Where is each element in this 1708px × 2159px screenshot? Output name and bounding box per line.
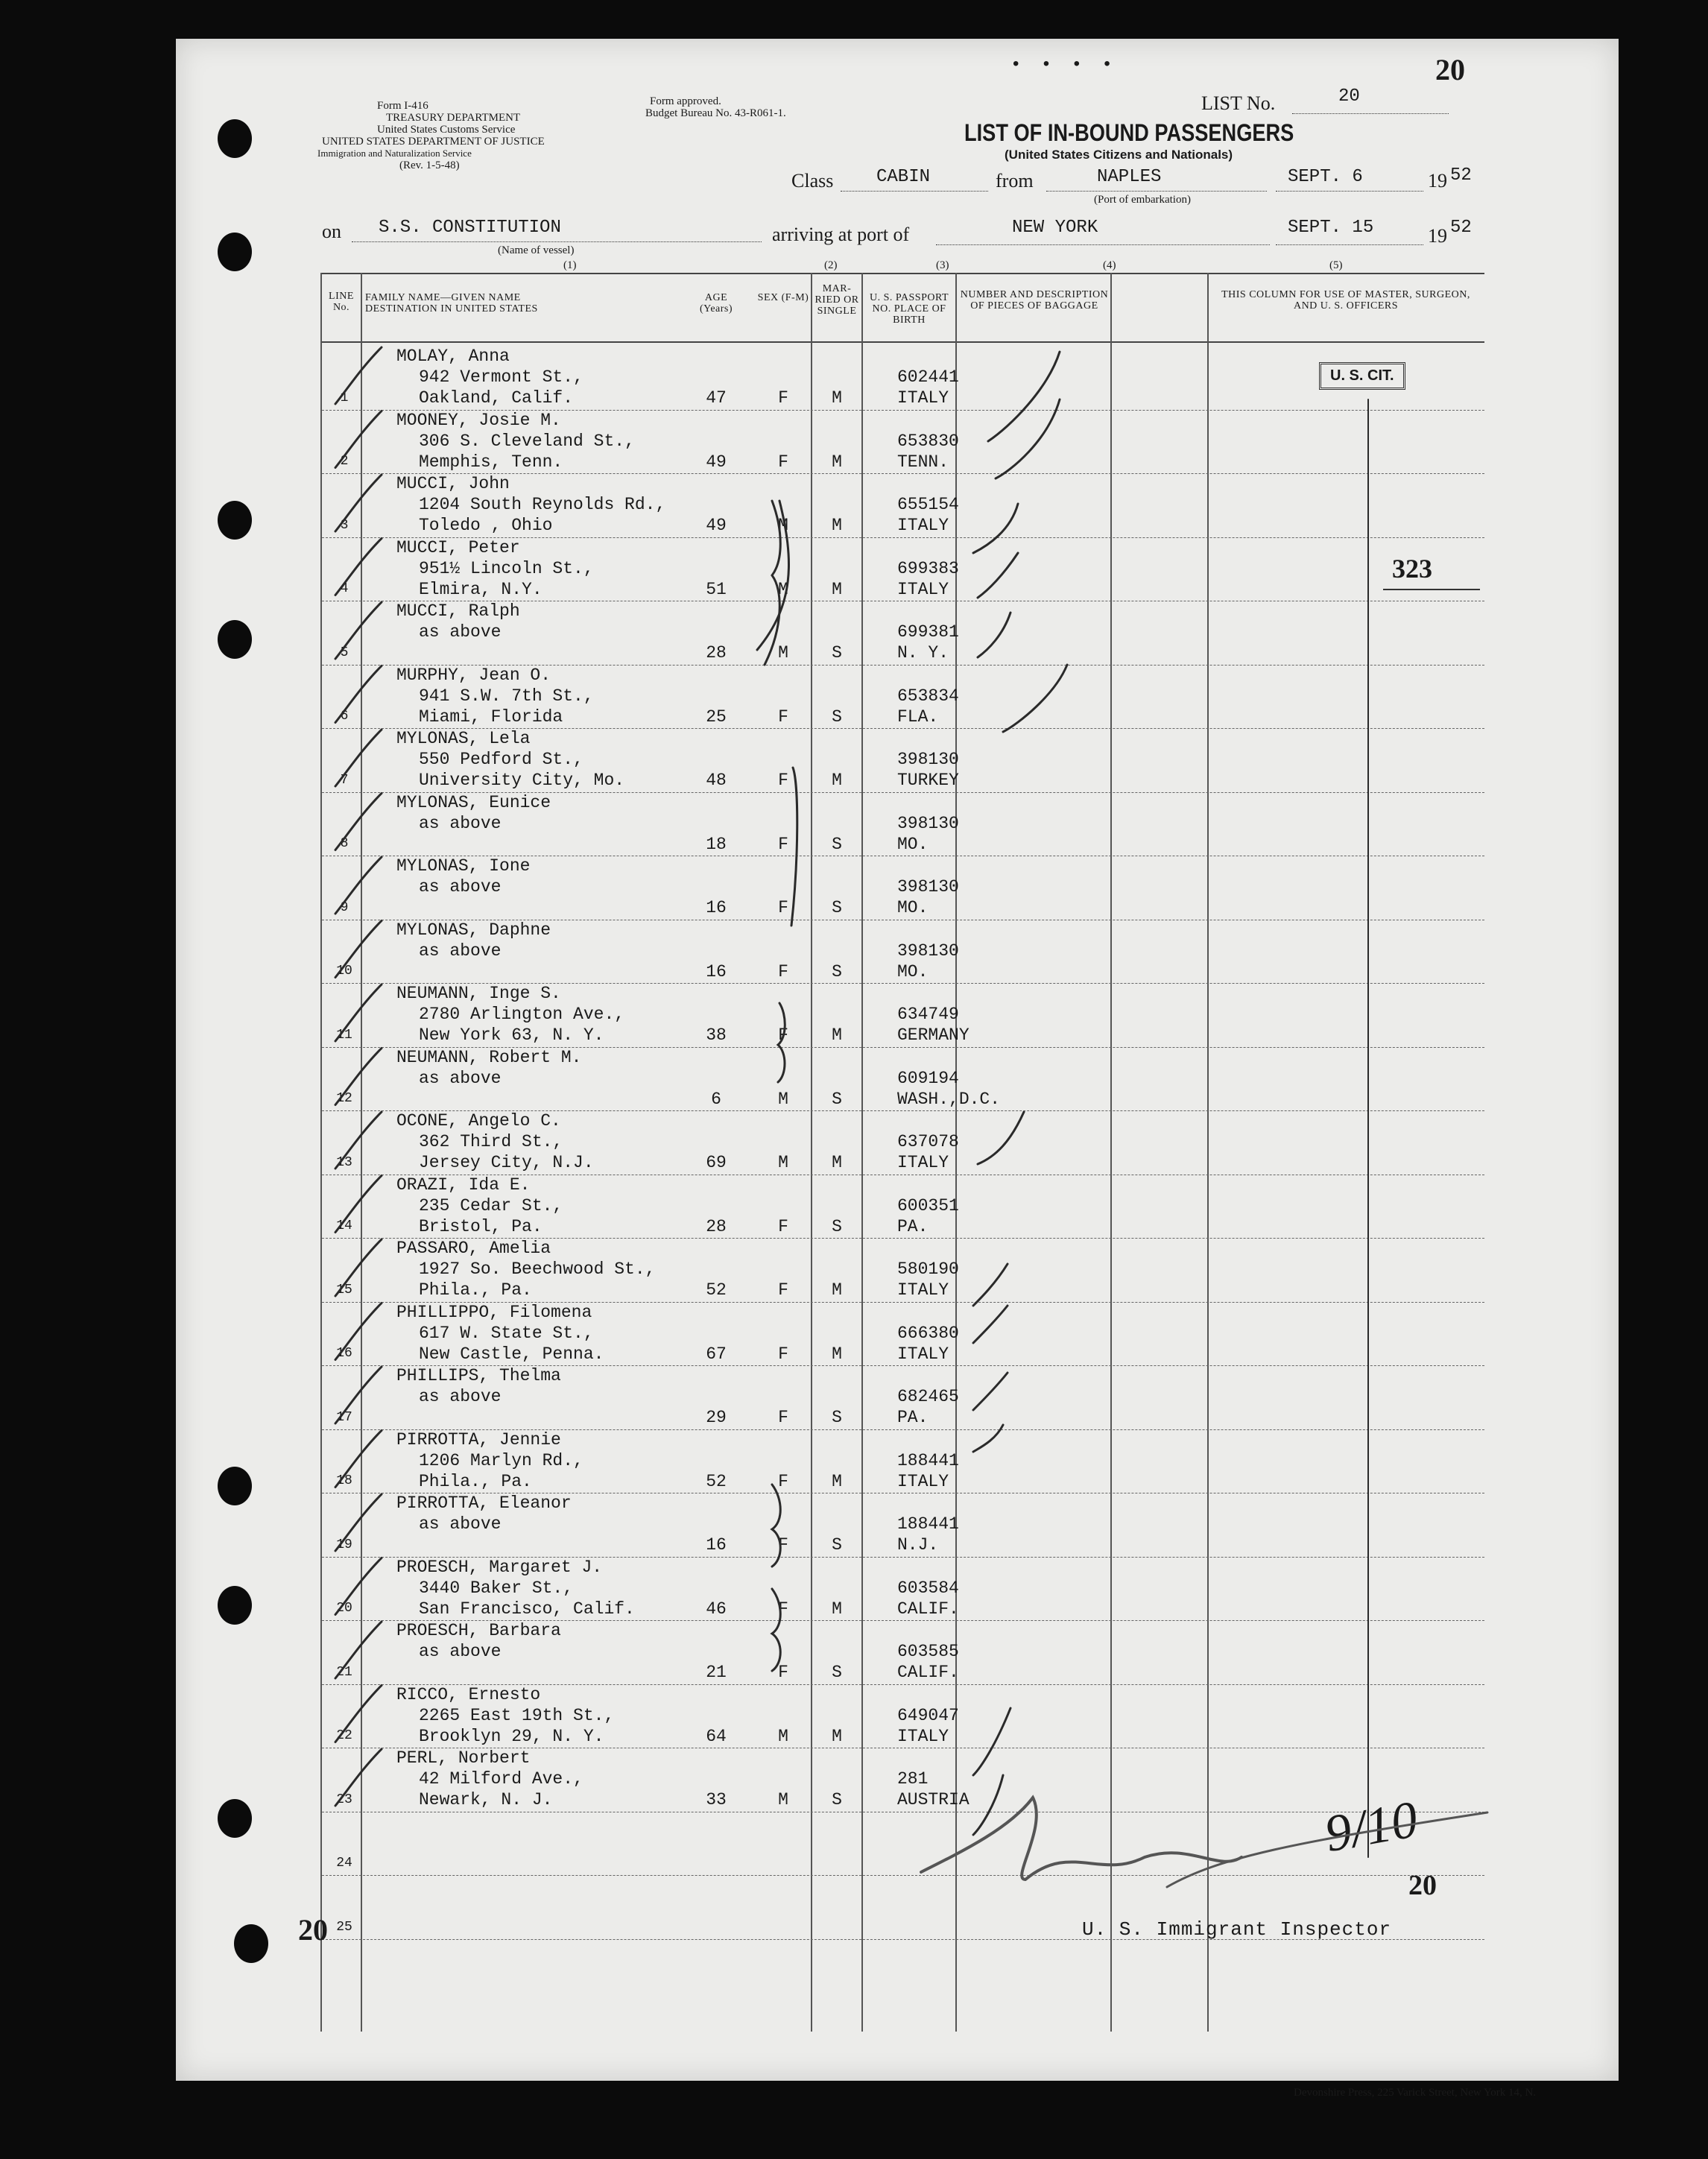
place-of-birth: ITALY xyxy=(897,1726,949,1746)
passenger-age: 16 xyxy=(706,898,727,917)
passport-number: 699383 xyxy=(897,558,959,578)
passenger-sex: M xyxy=(778,579,788,599)
row-line-number: 13 xyxy=(336,1154,352,1170)
col-header-age: AGE (Years) xyxy=(699,292,733,314)
passport-number: 188441 xyxy=(897,1450,959,1470)
passenger-address-line1: as above xyxy=(419,941,502,961)
passenger-address-line2: New Castle, Penna. xyxy=(419,1344,604,1364)
col-num-4: (4) xyxy=(1103,259,1116,271)
passport-number: 609194 xyxy=(897,1068,959,1088)
passenger-address-line2: Toledo , Ohio xyxy=(419,516,553,535)
passenger-sex: F xyxy=(778,1344,788,1364)
row-line-number: 8 xyxy=(340,836,349,851)
passport-number: 682465 xyxy=(897,1387,959,1406)
passport-number: 188441 xyxy=(897,1514,959,1534)
row-line-number: 10 xyxy=(336,964,352,979)
passport-number: 398130 xyxy=(897,813,959,833)
place-of-birth: GERMANY xyxy=(897,1025,970,1045)
passenger-address-line1: as above xyxy=(419,1514,502,1534)
place-of-birth: N.J. xyxy=(897,1535,939,1555)
passenger-age: 48 xyxy=(706,771,727,790)
passenger-marital-status: S xyxy=(832,1408,842,1427)
passenger-address-line1: 942 Vermont St., xyxy=(419,367,583,387)
passenger-address-line2: Phila., Pa. xyxy=(419,1280,532,1300)
passenger-address-line1: 3440 Baker St., xyxy=(419,1578,574,1598)
passenger-name: PASSARO, Amelia xyxy=(396,1239,551,1258)
page-title: LIST OF IN-BOUND PASSENGERS xyxy=(964,119,1294,146)
passenger-address-line2: Newark, N. J. xyxy=(419,1790,553,1809)
passenger-address-line1: as above xyxy=(419,1068,502,1088)
passenger-marital-status: S xyxy=(832,1216,842,1236)
arrival-port: NEW YORK xyxy=(1012,218,1098,238)
passenger-age: 64 xyxy=(706,1726,727,1746)
from-value: NAPLES xyxy=(1097,167,1162,187)
dept-customs: United States Customs Service xyxy=(377,124,516,136)
vessel-name: S.S. CONSTITUTION xyxy=(379,218,561,238)
passport-number: 580190 xyxy=(897,1259,959,1279)
passenger-marital-status: S xyxy=(832,834,842,854)
passenger-address-line1: as above xyxy=(419,622,502,642)
row-line-number: 19 xyxy=(336,1537,352,1552)
place-of-birth: ITALY xyxy=(897,1280,949,1300)
passenger-name: MYLONAS, Lela xyxy=(396,729,531,748)
col-num-5: (5) xyxy=(1329,259,1343,271)
place-of-birth: N. Y. xyxy=(897,643,949,663)
passenger-address-line2: University City, Mo. xyxy=(419,771,625,790)
passenger-age: 52 xyxy=(706,1280,727,1300)
place-of-birth: PA. xyxy=(897,1216,929,1236)
passenger-marital-status: S xyxy=(832,1790,842,1809)
passenger-age: 21 xyxy=(706,1663,727,1682)
binder-hole xyxy=(218,119,252,158)
passenger-age: 25 xyxy=(706,707,727,727)
passport-number: 653830 xyxy=(897,431,959,451)
passenger-address-line2: San Francisco, Calif. xyxy=(419,1599,635,1619)
passenger-name: OCONE, Angelo C. xyxy=(396,1111,561,1131)
row-line-number: 9 xyxy=(340,900,349,915)
passenger-age: 47 xyxy=(706,388,727,408)
passenger-sex: F xyxy=(778,1280,788,1300)
place-of-birth: FLA. xyxy=(897,707,939,727)
passenger-name: NEUMANN, Robert M. xyxy=(396,1047,582,1067)
passenger-address-line1: as above xyxy=(419,1642,502,1661)
place-of-birth: MO. xyxy=(897,961,929,981)
place-of-birth: PA. xyxy=(897,1408,929,1427)
printer-line: Devonshire Press, 225 Varick Street, New York 14, N. xyxy=(1294,2087,1537,2099)
passenger-age: 16 xyxy=(706,1535,727,1555)
passenger-name: MYLONAS, Eunice xyxy=(396,792,551,812)
inspector-label: U. S. Immigrant Inspector xyxy=(1082,1918,1392,1941)
passenger-name: PIRROTTA, Eleanor xyxy=(396,1493,572,1513)
row-line-number: 3 xyxy=(340,517,349,533)
row-line-number: 15 xyxy=(336,1282,352,1297)
passenger-age: 33 xyxy=(706,1790,727,1809)
place-of-birth: MO. xyxy=(897,898,929,917)
passenger-address-line1: 42 Milford Ave., xyxy=(419,1769,583,1789)
passenger-sex: M xyxy=(778,1790,788,1809)
row-line-number: 5 xyxy=(340,645,349,660)
row-line-number: 20 xyxy=(336,1601,352,1616)
passenger-address-line2: New York 63, N. Y. xyxy=(419,1025,604,1045)
row-line-number: 21 xyxy=(336,1664,352,1680)
passenger-age: 28 xyxy=(706,643,727,663)
passport-number: 699381 xyxy=(897,622,959,642)
class-label: Class xyxy=(791,170,834,192)
passport-number: 398130 xyxy=(897,750,959,769)
passenger-address-line2: Oakland, Calif. xyxy=(419,388,574,408)
place-of-birth: AUSTRIA xyxy=(897,1790,970,1809)
passenger-address-line1: 951½ Lincoln St., xyxy=(419,558,594,578)
manifest-page xyxy=(176,39,1619,2099)
passenger-name: MOONEY, Josie M. xyxy=(396,410,561,430)
passenger-age: 69 xyxy=(706,1153,727,1172)
row-separator xyxy=(322,1875,1484,1876)
passport-number: 666380 xyxy=(897,1323,959,1343)
initials-handwritten: 9/10 xyxy=(1320,1790,1423,1864)
passenger-name: MYLONAS, Ione xyxy=(396,856,531,876)
place-of-birth: ITALY xyxy=(897,516,949,535)
passport-number: 398130 xyxy=(897,941,959,961)
row-line-number: 1 xyxy=(340,390,349,405)
binder-hole xyxy=(234,1924,268,1963)
binder-hole xyxy=(218,233,252,271)
passenger-address-line1: 1927 So. Beechwood St., xyxy=(419,1259,656,1279)
passenger-marital-status: S xyxy=(832,898,842,917)
row-line-number: 17 xyxy=(336,1409,352,1425)
col-header-baggage: NUMBER AND DESCRIPTION OF PIECES OF BAGGAGE xyxy=(960,289,1109,312)
arrival-date: SEPT. 15 xyxy=(1288,218,1374,238)
passenger-address-line2: Phila., Pa. xyxy=(419,1471,532,1491)
passenger-age: 38 xyxy=(706,1025,727,1045)
passport-number: 398130 xyxy=(897,877,959,897)
passenger-sex: F xyxy=(778,961,788,981)
list-no-label: LIST No. xyxy=(1201,92,1276,114)
place-of-birth: WASH.,D.C. xyxy=(897,1089,1001,1109)
binder-hole xyxy=(218,501,252,540)
passenger-age: 28 xyxy=(706,1216,727,1236)
row-line-number: 18 xyxy=(336,1473,352,1488)
budget-bureau: Budget Bureau No. 43-R061-1. xyxy=(645,107,786,119)
passenger-marital-status: S xyxy=(832,1089,842,1109)
binder-hole xyxy=(218,1799,252,1838)
dept-justice: UNITED STATES DEPARTMENT OF JUSTICE xyxy=(322,136,545,148)
passenger-address-line2: Miami, Florida xyxy=(419,707,563,727)
on-label: on xyxy=(322,221,341,242)
passenger-marital-status: M xyxy=(832,452,842,472)
place-of-birth: ITALY xyxy=(897,1153,949,1172)
passenger-address-line1: 235 Cedar St., xyxy=(419,1195,563,1216)
passenger-sex: M xyxy=(778,516,788,535)
passenger-address-line1: 1204 South Reynolds Rd., xyxy=(419,495,666,514)
passenger-sex: F xyxy=(778,834,788,854)
passport-number: 655154 xyxy=(897,495,959,514)
depart-year: 52 xyxy=(1450,165,1472,186)
passenger-sex: F xyxy=(778,1025,788,1045)
passenger-address-line1: 362 Third St., xyxy=(419,1132,563,1151)
form-rev: (Rev. 1-5-48) xyxy=(399,159,460,171)
passenger-sex: F xyxy=(778,1599,788,1619)
row-line-number: 14 xyxy=(336,1218,352,1233)
row-line-number: 25 xyxy=(336,1919,352,1935)
dept-treasury: TREASURY DEPARTMENT xyxy=(386,112,521,124)
passenger-name: PROESCH, Margaret J. xyxy=(396,1557,603,1577)
passenger-age: 29 xyxy=(706,1408,727,1427)
passenger-address-line1: as above xyxy=(419,813,502,833)
passenger-sex: F xyxy=(778,1216,788,1236)
passenger-marital-status: M xyxy=(832,771,842,790)
passport-number: 634749 xyxy=(897,1005,959,1024)
passenger-address-line1: 1206 Marlyn Rd., xyxy=(419,1450,583,1470)
dept-ins: Immigration and Naturalization Service xyxy=(317,148,472,159)
passenger-age: 46 xyxy=(706,1599,727,1619)
passenger-age: 49 xyxy=(706,516,727,535)
col-num-1: (1) xyxy=(563,259,577,271)
passenger-marital-status: S xyxy=(832,707,842,727)
row-line-number: 4 xyxy=(340,581,349,596)
form-number: Form I-416 xyxy=(377,100,428,112)
from-label: from xyxy=(996,170,1034,192)
passenger-name: PROESCH, Barbara xyxy=(396,1621,561,1640)
list-no-value: 20 xyxy=(1338,86,1360,107)
row-line-number: 24 xyxy=(336,1856,352,1871)
place-of-birth: TURKEY xyxy=(897,771,959,790)
us-citizen-stamp: U. S. CIT. xyxy=(1319,362,1405,390)
passenger-address-line1: 2780 Arlington Ave., xyxy=(419,1005,625,1024)
bottom-count-right: 20 xyxy=(1408,1870,1437,1901)
passenger-sex: F xyxy=(778,771,788,790)
vessel-caption: (Name of vessel) xyxy=(498,244,575,256)
row-line-number: 11 xyxy=(336,1027,352,1043)
passenger-marital-status: S xyxy=(832,643,842,663)
passenger-sex: M xyxy=(778,643,788,663)
passenger-address-line1: 550 Pedford St., xyxy=(419,750,583,769)
binder-hole xyxy=(218,1586,252,1625)
passenger-name: NEUMANN, Inge S. xyxy=(396,984,561,1003)
passenger-sex: F xyxy=(778,898,788,917)
passport-number: 637078 xyxy=(897,1132,959,1151)
row-line-number: 16 xyxy=(336,1346,352,1361)
col-num-3: (3) xyxy=(936,259,949,271)
port-embark-caption: (Port of embarkation) xyxy=(1094,194,1191,206)
binder-hole xyxy=(218,620,252,659)
passenger-address-line1: as above xyxy=(419,1387,502,1406)
passenger-address-line2: Bristol, Pa. xyxy=(419,1216,543,1236)
passenger-address-line2: Brooklyn 29, N. Y. xyxy=(419,1726,604,1746)
corner-page-number: 20 xyxy=(1435,53,1465,86)
place-of-birth: ITALY xyxy=(897,1471,949,1491)
row-line-number: 6 xyxy=(340,709,349,724)
passenger-address-line1: as above xyxy=(419,877,502,897)
passenger-age: 51 xyxy=(706,579,727,599)
place-of-birth: ITALY xyxy=(897,579,949,599)
count-total: 323 xyxy=(1392,554,1432,584)
col-header-name: FAMILY NAME—GIVEN NAME DESTINATION IN UNITED STATES xyxy=(365,292,538,314)
passenger-sex: F xyxy=(778,1535,788,1555)
passenger-name: PIRROTTA, Jennie xyxy=(396,1429,561,1450)
passenger-address-line1: 2265 East 19th St., xyxy=(419,1705,615,1725)
passenger-marital-status: M xyxy=(832,1025,842,1045)
binder-hole xyxy=(218,1467,252,1505)
passenger-name: MUCCI, Peter xyxy=(396,537,520,557)
passenger-name: ORAZI, Ida E. xyxy=(396,1175,531,1195)
row-line-number: 12 xyxy=(336,1091,352,1106)
passenger-address-line1: 941 S.W. 7th St., xyxy=(419,686,594,706)
passenger-sex: M xyxy=(778,1726,788,1746)
passenger-marital-status: M xyxy=(832,579,842,599)
passenger-marital-status: M xyxy=(832,1344,842,1364)
passenger-age: 18 xyxy=(706,834,727,854)
passport-number: 602441 xyxy=(897,367,959,387)
passenger-sex: F xyxy=(778,452,788,472)
passenger-age: 6 xyxy=(711,1089,721,1109)
passenger-name: RICCO, Ernesto xyxy=(396,1684,541,1704)
passport-number: 649047 xyxy=(897,1705,959,1725)
place-of-birth: TENN. xyxy=(897,452,949,472)
passenger-sex: F xyxy=(778,1408,788,1427)
passenger-sex: F xyxy=(778,1471,788,1491)
passenger-marital-status: S xyxy=(832,1663,842,1682)
passenger-age: 16 xyxy=(706,961,727,981)
passenger-sex: F xyxy=(778,388,788,408)
depart-year-prefix: 19 xyxy=(1428,170,1447,192)
passenger-marital-status: M xyxy=(832,516,842,535)
passport-number: 600351 xyxy=(897,1195,959,1216)
row-line-number: 7 xyxy=(340,772,349,788)
arriving-label: arriving at port of xyxy=(772,224,910,245)
passenger-sex: F xyxy=(778,1663,788,1682)
place-of-birth: ITALY xyxy=(897,1344,949,1364)
passport-number: 653834 xyxy=(897,686,959,706)
col-header-officers: THIS COLUMN FOR USE OF MASTER, SURGEON, AND U. S. OFFICERS xyxy=(1221,289,1470,312)
passenger-marital-status: M xyxy=(832,1153,842,1172)
top-marks: • • • • xyxy=(1010,55,1117,75)
bottom-count-left: 20 xyxy=(298,1913,328,1947)
passenger-address-line2: Jersey City, N.J. xyxy=(419,1153,594,1172)
passenger-name: MURPHY, Jean O. xyxy=(396,665,551,685)
col-header-sex: SEX (F-M) xyxy=(757,292,809,303)
col-header-line: LINE No. xyxy=(329,291,354,313)
passenger-name: MOLAY, Anna xyxy=(396,347,510,366)
row-line-number: 2 xyxy=(340,454,349,469)
place-of-birth: CALIF. xyxy=(897,1599,959,1619)
passenger-address-line2: Elmira, N.Y. xyxy=(419,579,543,599)
col-header-passport: U. S. PASSPORT NO. PLACE OF BIRTH xyxy=(869,292,949,326)
passenger-marital-status: M xyxy=(832,1726,842,1746)
row-line-number: 23 xyxy=(336,1792,352,1807)
passenger-name: PERL, Norbert xyxy=(396,1748,531,1768)
passenger-age: 49 xyxy=(706,452,727,472)
passenger-address-line2: Memphis, Tenn. xyxy=(419,452,563,472)
passenger-marital-status: M xyxy=(832,1471,842,1491)
place-of-birth: MO. xyxy=(897,834,929,854)
place-of-birth: ITALY xyxy=(897,388,949,408)
form-approved: Form approved. xyxy=(650,95,721,107)
passenger-age: 67 xyxy=(706,1344,727,1364)
passport-number: 603585 xyxy=(897,1642,959,1661)
depart-date: SEPT. 6 xyxy=(1288,167,1363,187)
passenger-name: MYLONAS, Daphne xyxy=(396,920,551,940)
passenger-sex: M xyxy=(778,1153,788,1172)
passenger-marital-status: S xyxy=(832,1535,842,1555)
passenger-sex: F xyxy=(778,707,788,727)
passenger-name: PHILLIPS, Thelma xyxy=(396,1366,561,1385)
place-of-birth: CALIF. xyxy=(897,1663,959,1682)
arrival-year-prefix: 19 xyxy=(1428,225,1447,247)
passenger-marital-status: M xyxy=(832,1280,842,1300)
page-subtitle: (United States Citizens and Nationals) xyxy=(1005,148,1233,162)
col-header-married: MAR-RIED OR SINGLE xyxy=(815,283,859,317)
passport-number: 603584 xyxy=(897,1578,959,1598)
passenger-age: 52 xyxy=(706,1471,727,1491)
passenger-marital-status: M xyxy=(832,1599,842,1619)
passport-number: 281 xyxy=(897,1769,929,1789)
class-value: CABIN xyxy=(876,167,931,187)
passenger-sex: M xyxy=(778,1089,788,1109)
passenger-address-line1: 617 W. State St., xyxy=(419,1323,594,1343)
row-line-number: 22 xyxy=(336,1728,352,1743)
passenger-name: MUCCI, John xyxy=(396,474,510,493)
arrival-year: 52 xyxy=(1450,218,1472,238)
passenger-marital-status: S xyxy=(832,961,842,981)
passenger-name: MUCCI, Ralph xyxy=(396,601,520,621)
passenger-marital-status: M xyxy=(832,388,842,408)
col-num-2: (2) xyxy=(824,259,838,271)
passenger-address-line1: 306 S. Cleveland St., xyxy=(419,431,635,451)
passenger-name: PHILLIPPO, Filomena xyxy=(396,1302,592,1322)
